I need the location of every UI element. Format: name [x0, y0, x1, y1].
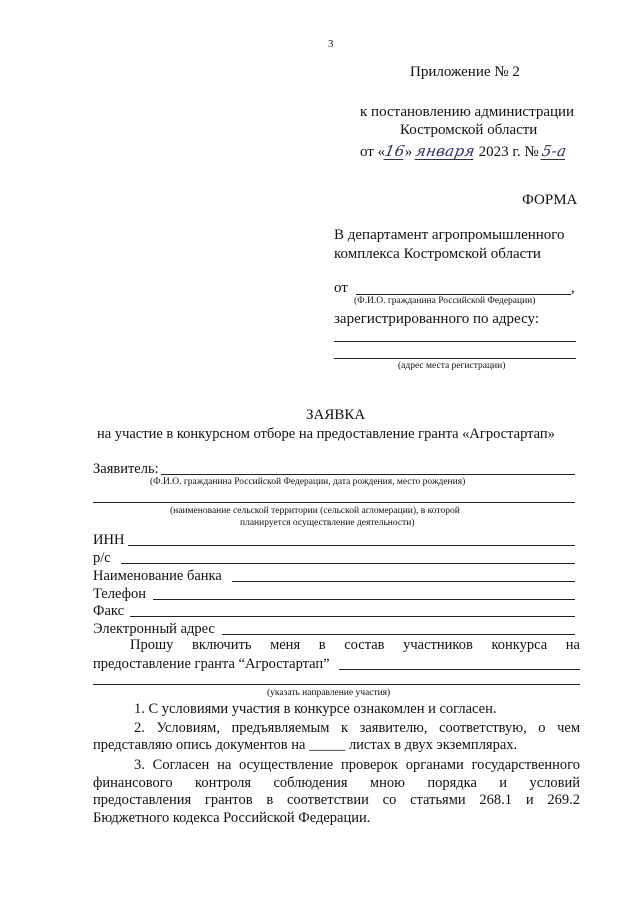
page-number: 3 [328, 38, 334, 50]
document-title: ЗАЯВКА [306, 407, 366, 423]
from-label: от [334, 280, 348, 296]
form-label: ФОРМА [522, 192, 578, 208]
direction-line [93, 684, 580, 685]
fax-line [130, 616, 575, 617]
phone-line [153, 599, 575, 600]
applicant-line [161, 474, 575, 475]
date-year: 2023 г. № [478, 144, 539, 160]
addressee-line-2: комплекса Костромской области [334, 246, 541, 262]
territory-caption-2: планируется осуществление деятельности) [240, 518, 415, 528]
from-comma: , [571, 280, 575, 296]
date-day-handwritten: 16 [383, 142, 407, 160]
territory-line [93, 502, 575, 503]
bank-label: Наименование банка [93, 568, 222, 584]
item-3-line-4: Бюджетного кодекса Российской Федерации. [93, 810, 371, 826]
item-2-line-1: 2. Условиям, предъявляемым к заявителю, соответствую, о чем [134, 720, 580, 736]
resolution-line-2: Костромской области [400, 122, 538, 138]
doc-number-handwritten: 5-а [540, 142, 569, 160]
item-3-line-2: финансового контроля соблюдения мною порядка и условий [93, 775, 580, 791]
email-label: Электронный адрес [93, 621, 215, 637]
item-3-line-3: предоставления грантов в соответствии со статьями 268.1 и 269.2 [93, 792, 580, 808]
addressee-line-1: В департамент агропромышленного [334, 227, 565, 243]
territory-caption-1: (наименование сельской территории (сельской агломерации), в которой [170, 506, 460, 516]
account-line [121, 563, 575, 564]
phone-label: Телефон [93, 586, 146, 602]
date-prefix: от « [360, 144, 386, 160]
inn-label: ИНН [93, 532, 125, 548]
document-subtitle: на участие в конкурсном отборе на предоставление гранта «Агростартап» [97, 426, 555, 442]
registered-label: зарегистрированного по адресу: [334, 311, 539, 327]
item-3-line-1: 3. Согласен на осуществление проверок органами государственного [134, 757, 580, 773]
resolution-line-1: к постановлению администрации [360, 104, 575, 120]
from-caption: (Ф.И.О. гражданина Российской Федерации) [354, 296, 536, 306]
request-line-1: Прошу включить меня в состав участников конкурса на [130, 637, 580, 653]
address-line-2 [334, 358, 576, 359]
appendix-label: Приложение № 2 [410, 64, 520, 80]
applicant-caption: (Ф.И.О. гражданина Российской Федерации, дата рождения, место рождения) [150, 477, 466, 487]
address-caption: (адрес места регистрации) [398, 361, 506, 371]
date-mid: » [404, 144, 413, 160]
request-line-2: предоставление гранта “Агростартап” [93, 656, 330, 672]
account-label: р/с [93, 550, 111, 566]
resolution-date [360, 142, 567, 161]
address-line-1 [334, 341, 576, 342]
direction-caption: (указать направление участия) [267, 688, 391, 698]
item-1: 1. С условиями участия в конкурсе ознакомлен и согласен. [134, 701, 497, 717]
request-line [339, 669, 580, 670]
email-line [222, 634, 575, 635]
fax-label: Факс [93, 603, 125, 619]
bank-line [232, 581, 575, 582]
applicant-label: Заявитель: [93, 461, 159, 477]
item-2-line-2: представляю опись документов на _____ листах в двух экземплярах. [93, 737, 518, 753]
date-month-handwritten: января [414, 142, 477, 160]
inn-line [128, 545, 575, 546]
from-line [356, 294, 571, 295]
